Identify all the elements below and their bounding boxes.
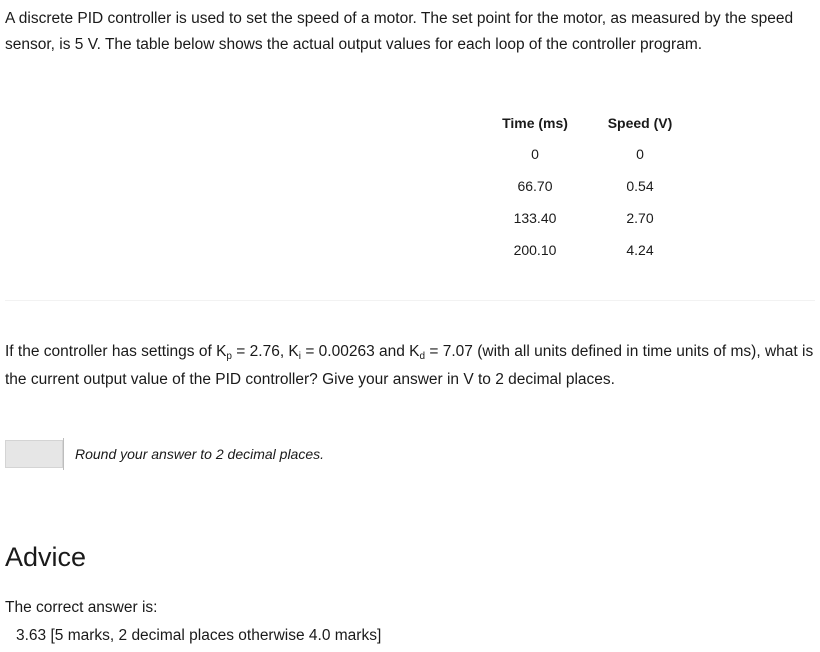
subscript-d: d (419, 351, 426, 362)
table-row (480, 138, 690, 170)
section-divider (5, 300, 815, 301)
question-text (5, 338, 817, 394)
cell-time: 0 (531, 146, 539, 162)
table-header-row (480, 108, 690, 138)
cell-time: 133.40 (513, 210, 557, 226)
correct-answer-value: 3.63 [5 marks, 2 decimal places otherwise 4.0 marks] (16, 627, 382, 644)
question-part-1: If the controller has settings of K (5, 343, 227, 360)
advice-heading: Advice (5, 542, 87, 572)
cell-speed: 4.24 (626, 242, 654, 258)
answer-row (5, 438, 324, 470)
subscript-p: p (226, 351, 232, 362)
cell-time: 66.70 (517, 178, 553, 194)
header-time: Time (ms) (502, 115, 568, 131)
cell-speed: 0 (636, 146, 644, 162)
correct-answer-label: The correct answer is: (5, 599, 158, 616)
subscript-i: i (298, 351, 302, 362)
intro-text: A discrete PID controller is used to set the speed of a motor. The set point for the motor, as measured by the speed sensor, is 5 V. The table below shows the actual output values for each loop of the controller program. (5, 10, 794, 53)
cell-time: 200.10 (513, 242, 557, 258)
cell-speed: 2.70 (626, 210, 654, 226)
header-speed: Speed (V) (607, 115, 673, 131)
question-part-3: = 0.00263 and K (301, 343, 420, 360)
question-part-2: = 2.76, K (231, 343, 299, 360)
speed-table (480, 108, 690, 266)
table-row (480, 170, 690, 202)
cell-speed: 0.54 (626, 178, 654, 194)
answer-input[interactable] (5, 440, 63, 468)
round-hint: Round your answer to 2 decimal places. (63, 438, 324, 470)
table-row (480, 234, 690, 266)
table-row (480, 202, 690, 234)
question-part-4: = 7.07 (with all units defined in time units of ms), what is the current output value of the PID controller? Give your answer in V to 2 decimal places. (5, 343, 814, 388)
